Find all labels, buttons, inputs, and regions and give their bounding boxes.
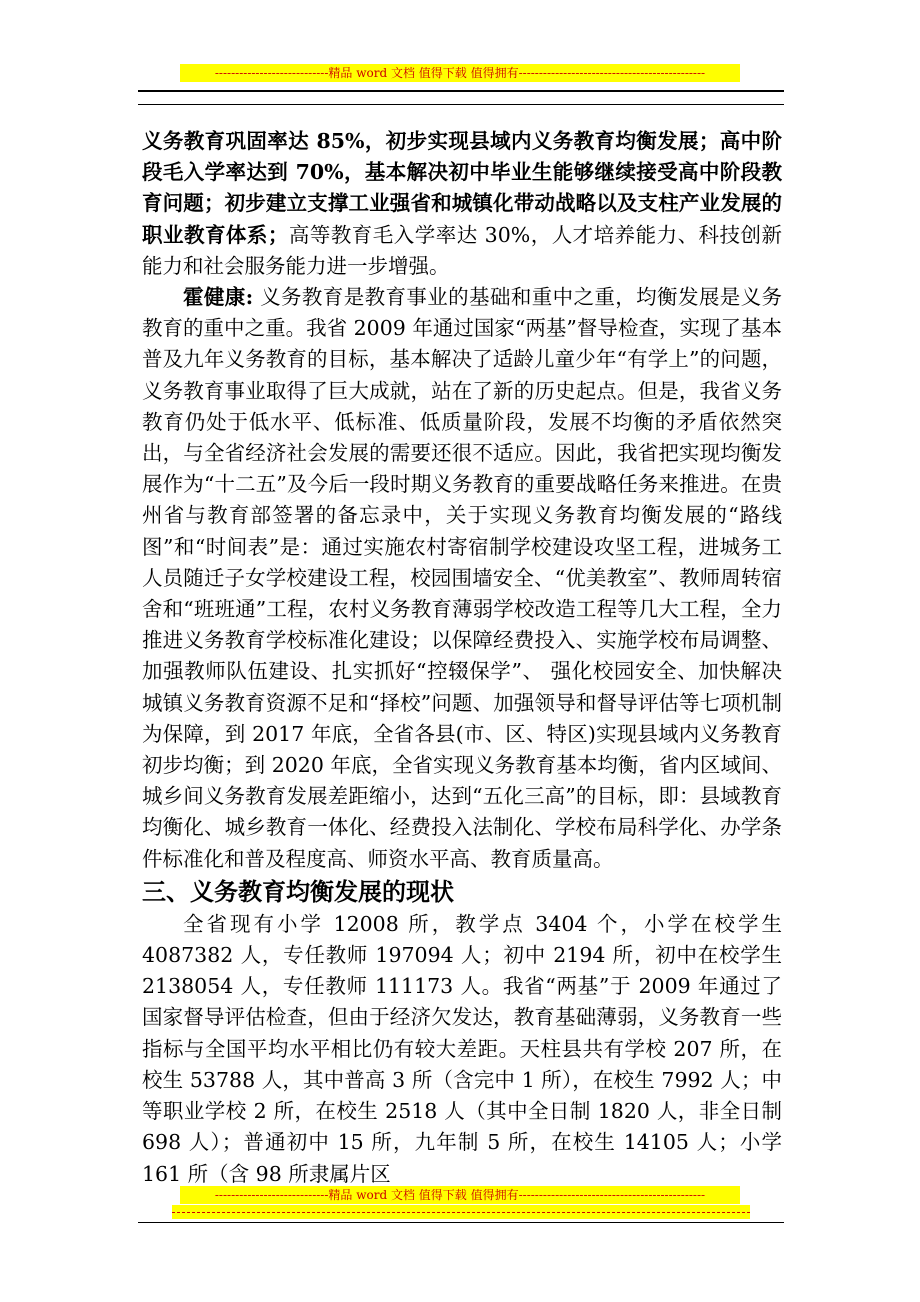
header-banner: ----------------------------精品 word 文档 值得下载 值得拥有---------------------------------------------- <box>180 64 740 82</box>
goals-normal-text: 高等教育毛入学率达 30%，人才培养能力、科技创新能力和社会服务能力进一步增强。 <box>142 222 782 278</box>
speaker-name: 霍健康: <box>183 285 254 310</box>
header-rule-thin <box>138 104 784 105</box>
header-rule-thick <box>138 90 784 92</box>
section-heading: 三、义务教育均衡发展的现状 <box>142 877 454 906</box>
document-body <box>142 126 782 1190</box>
paragraph-status: 全省现有小学 12008 所，教学点 3404 个，小学在校学生 4087382 人，专任教师 197094 人；初中 2194 所，初中在校学生 2138054 人，专任教师 111173 人。我省“两基”于 2009 年通过了国家督导评估检查，但由于经济欠发达，教育基础薄弱，义务教育一些指标与全国平均水平相比仍有较大差距。天柱县共有学校 207 所，在校生 53788 人，其中普高 3 所（含完中 1 所），在校生 7992 人；中等职业学校 2 所，在校生 2518 人（其中全日制 1820 人，非全日制 698 人）；普通初中 15 所，九年制 5 所，在校生 14105 人；小学 161 所（含 98 所隶属片区 <box>142 911 782 1186</box>
footer-dash-strip <box>172 1205 750 1219</box>
paragraph-goals <box>142 126 782 282</box>
footer-banner: ----------------------------精品 word 文档 值得下载 值得拥有---------------------------------------------- <box>180 1186 740 1204</box>
footer-rule <box>138 1222 784 1223</box>
paragraph-speaker <box>142 282 782 875</box>
speaker-text: 义务教育是教育事业的基础和重中之重，均衡发展是义务教育的重中之重。我省 2009 年通过国家“两基”督导检查，实现了基本普及九年义务教育的目标，基本解决了适龄儿童少年“有学上”的问题，义务教育事业取得了巨大成就，站在了新的历史起点。但是，我省义务教育仍处于低水平、低标准、低质量阶段，发展不均衡的矛盾依然突出，与全省经济社会发展的需要还很不适应。因此，我省把实现均衡发展作为“十二五”及今后一段时期义务教育的重要战略任务来推进。在贵州省与教育部签署的备忘录中，关于实现义务教育均衡发展的“路线图”和“时间表”是：通过实施农村寄宿制学校建设攻坚工程，进城务工人员随迁子女学校建设工程，校园围墙安全、“优美教室”、教师周转宿舍和“班班通”工程，农村义务教育薄弱学校改造工程等几大工程，全力推进义务教育学校标准化建设；以保障经费投入、实施学校布局调整、加强教师队伍建设、扎实抓好“控辍保学”、 强化校园安全、加快解决城镇义务教育资源不足和“择校”问题、加强领导和督导评估等七项机制为保障，到 2017 年底，全省各县(市、区、特区)实现县域内义务教育初步均衡；到 2020 年底，全省实现义务教育基本均衡，省内区域间、城乡间义务教育发展差距缩小，达到“五化三高”的目标，即：县域教育均衡化、城乡教育一体化、经费投入法制化、学校布局科学化、办学条件标准化和普及程度高、师资水平高、教育质量高。 <box>142 285 783 871</box>
footer-dash-line <box>172 1212 750 1213</box>
goals-bold-text: 义务教育巩固率达 85%，初步实现县域内义务教育均衡发展；高中阶段毛入学率达到 70%，基本解决初中毕业生能够继续接受高中阶段教育问题；初步建立支撑工业强省和城镇化带动战略以及支柱产业发展的职业教育体系； <box>142 129 782 247</box>
